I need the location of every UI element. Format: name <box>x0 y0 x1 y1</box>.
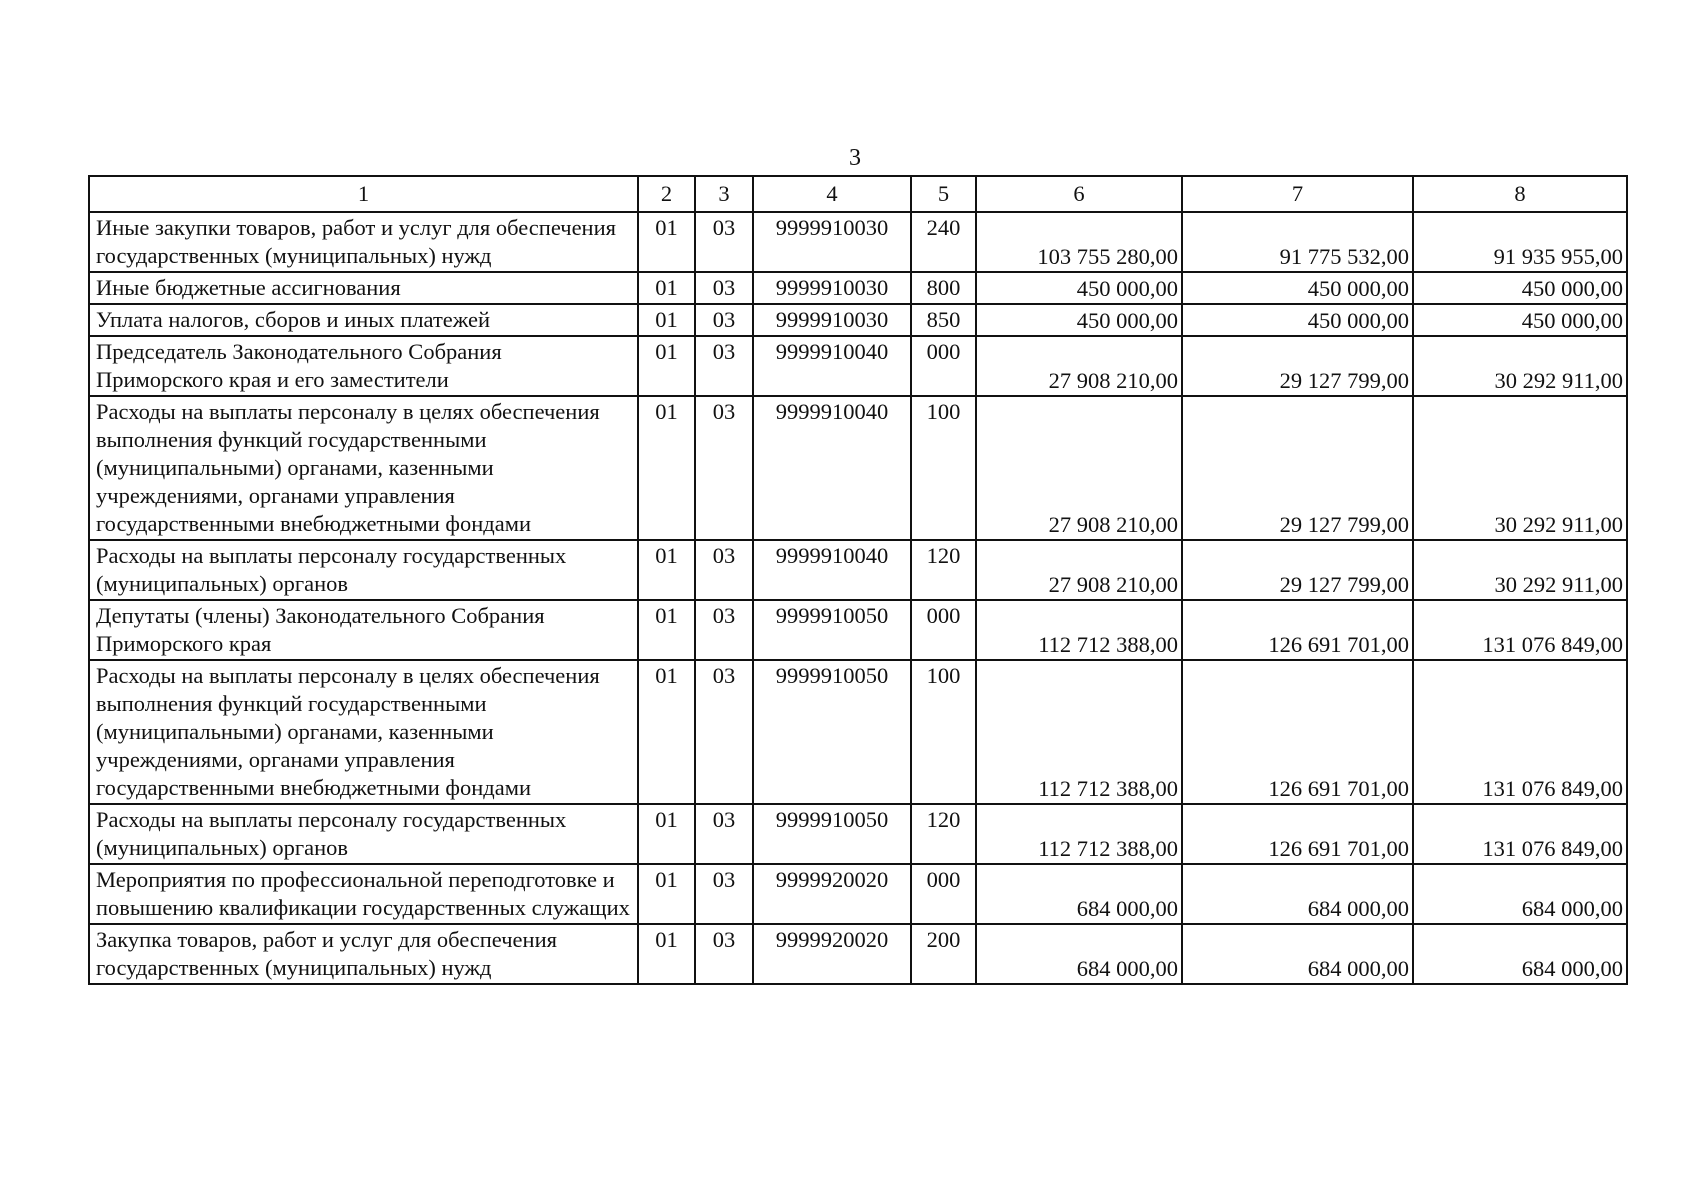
row-name-cell: Закупка товаров, работ и услуг для обеспечения государственных (муниципальных) нужд <box>89 924 638 984</box>
expense-type-cell: 120 <box>911 540 976 600</box>
subsection-code-cell: 03 <box>695 600 753 660</box>
table-row <box>89 304 1627 336</box>
section-code-cell: 01 <box>638 396 695 540</box>
target-article-cell: 9999910030 <box>753 212 911 272</box>
subsection-code-cell: 03 <box>695 212 753 272</box>
target-article-cell: 9999910040 <box>753 540 911 600</box>
amount-col8-cell: 684 000,00 <box>1413 864 1627 924</box>
expense-type-cell: 240 <box>911 212 976 272</box>
amount-col6-cell: 450 000,00 <box>976 304 1182 336</box>
amount-col8-cell: 91 935 955,00 <box>1413 212 1627 272</box>
amount-col8-cell: 131 076 849,00 <box>1413 660 1627 804</box>
column-header-7: 7 <box>1182 176 1413 212</box>
expense-type-cell: 800 <box>911 272 976 304</box>
table-row <box>89 272 1627 304</box>
amount-col7-cell: 450 000,00 <box>1182 272 1413 304</box>
expense-type-cell: 850 <box>911 304 976 336</box>
table-body <box>89 212 1627 984</box>
target-article-cell: 9999910040 <box>753 396 911 540</box>
expense-type-cell: 100 <box>911 396 976 540</box>
amount-col7-cell: 126 691 701,00 <box>1182 804 1413 864</box>
amount-col6-cell: 103 755 280,00 <box>976 212 1182 272</box>
row-name-cell: Расходы на выплаты персоналу в целях обеспечения выполнения функций государственными (муниципальными) органами, казенными учреждениями, органами управления государственными внебюджетными фондами <box>89 660 638 804</box>
expense-type-cell: 120 <box>911 804 976 864</box>
amount-col7-cell: 126 691 701,00 <box>1182 600 1413 660</box>
table-row <box>89 396 1627 540</box>
section-code-cell: 01 <box>638 272 695 304</box>
column-header-8: 8 <box>1413 176 1627 212</box>
amount-col6-cell: 27 908 210,00 <box>976 336 1182 396</box>
row-name-cell: Расходы на выплаты персоналу в целях обеспечения выполнения функций государственными (муниципальными) органами, казенными учреждениями, органами управления государственными внебюджетными фондами <box>89 396 638 540</box>
expense-type-cell: 200 <box>911 924 976 984</box>
row-name-cell: Председатель Законодательного Собрания Приморского края и его заместители <box>89 336 638 396</box>
amount-col6-cell: 112 712 388,00 <box>976 804 1182 864</box>
amount-col8-cell: 30 292 911,00 <box>1413 396 1627 540</box>
expense-type-cell: 100 <box>911 660 976 804</box>
amount-col7-cell: 450 000,00 <box>1182 304 1413 336</box>
amount-col7-cell: 29 127 799,00 <box>1182 336 1413 396</box>
target-article-cell: 9999910050 <box>753 600 911 660</box>
row-name-cell: Депутаты (члены) Законодательного Собрания Приморского края <box>89 600 638 660</box>
table-row <box>89 804 1627 864</box>
target-article-cell: 9999910050 <box>753 804 911 864</box>
column-header-6: 6 <box>976 176 1182 212</box>
amount-col8-cell: 30 292 911,00 <box>1413 336 1627 396</box>
subsection-code-cell: 03 <box>695 272 753 304</box>
header-row <box>89 176 1627 212</box>
amount-col8-cell: 131 076 849,00 <box>1413 600 1627 660</box>
subsection-code-cell: 03 <box>695 864 753 924</box>
section-code-cell: 01 <box>638 600 695 660</box>
amount-col6-cell: 27 908 210,00 <box>976 396 1182 540</box>
subsection-code-cell: 03 <box>695 396 753 540</box>
amount-col6-cell: 27 908 210,00 <box>976 540 1182 600</box>
amount-col8-cell: 450 000,00 <box>1413 272 1627 304</box>
amount-col6-cell: 684 000,00 <box>976 864 1182 924</box>
table-row <box>89 924 1627 984</box>
page-number: 3 <box>849 145 861 171</box>
section-code-cell: 01 <box>638 212 695 272</box>
column-header-4: 4 <box>753 176 911 212</box>
target-article-cell: 9999910050 <box>753 660 911 804</box>
target-article-cell: 9999910030 <box>753 272 911 304</box>
section-code-cell: 01 <box>638 660 695 804</box>
row-name-cell: Мероприятия по профессиональной переподготовке и повышению квалификации государственных служащих <box>89 864 638 924</box>
amount-col7-cell: 126 691 701,00 <box>1182 660 1413 804</box>
subsection-code-cell: 03 <box>695 304 753 336</box>
column-header-1: 1 <box>89 176 638 212</box>
section-code-cell: 01 <box>638 540 695 600</box>
row-name-cell: Уплата налогов, сборов и иных платежей <box>89 304 638 336</box>
subsection-code-cell: 03 <box>695 336 753 396</box>
target-article-cell: 9999910030 <box>753 304 911 336</box>
amount-col6-cell: 450 000,00 <box>976 272 1182 304</box>
amount-col6-cell: 112 712 388,00 <box>976 600 1182 660</box>
table-header <box>89 176 1627 212</box>
section-code-cell: 01 <box>638 336 695 396</box>
expense-type-cell: 000 <box>911 600 976 660</box>
table-row <box>89 540 1627 600</box>
subsection-code-cell: 03 <box>695 660 753 804</box>
section-code-cell: 01 <box>638 304 695 336</box>
expense-type-cell: 000 <box>911 336 976 396</box>
amount-col8-cell: 30 292 911,00 <box>1413 540 1627 600</box>
target-article-cell: 9999920020 <box>753 864 911 924</box>
amount-col7-cell: 91 775 532,00 <box>1182 212 1413 272</box>
expense-type-cell: 000 <box>911 864 976 924</box>
budget-table <box>88 175 1628 985</box>
amount-col8-cell: 450 000,00 <box>1413 304 1627 336</box>
row-name-cell: Расходы на выплаты персоналу государственных (муниципальных) органов <box>89 804 638 864</box>
table-row <box>89 212 1627 272</box>
row-name-cell: Расходы на выплаты персоналу государственных (муниципальных) органов <box>89 540 638 600</box>
subsection-code-cell: 03 <box>695 924 753 984</box>
row-name-cell: Иные закупки товаров, работ и услуг для обеспечения государственных (муниципальных) нужд <box>89 212 638 272</box>
subsection-code-cell: 03 <box>695 540 753 600</box>
amount-col8-cell: 684 000,00 <box>1413 924 1627 984</box>
target-article-cell: 9999920020 <box>753 924 911 984</box>
amount-col8-cell: 131 076 849,00 <box>1413 804 1627 864</box>
section-code-cell: 01 <box>638 924 695 984</box>
row-name-cell: Иные бюджетные ассигнования <box>89 272 638 304</box>
amount-col7-cell: 684 000,00 <box>1182 924 1413 984</box>
column-header-3: 3 <box>695 176 753 212</box>
section-code-cell: 01 <box>638 804 695 864</box>
target-article-cell: 9999910040 <box>753 336 911 396</box>
amount-col6-cell: 112 712 388,00 <box>976 660 1182 804</box>
amount-col7-cell: 29 127 799,00 <box>1182 540 1413 600</box>
section-code-cell: 01 <box>638 864 695 924</box>
amount-col7-cell: 29 127 799,00 <box>1182 396 1413 540</box>
table-row <box>89 660 1627 804</box>
amount-col6-cell: 684 000,00 <box>976 924 1182 984</box>
amount-col7-cell: 684 000,00 <box>1182 864 1413 924</box>
table-row <box>89 600 1627 660</box>
column-header-2: 2 <box>638 176 695 212</box>
subsection-code-cell: 03 <box>695 804 753 864</box>
table-row <box>89 336 1627 396</box>
table-row <box>89 864 1627 924</box>
column-header-5: 5 <box>911 176 976 212</box>
